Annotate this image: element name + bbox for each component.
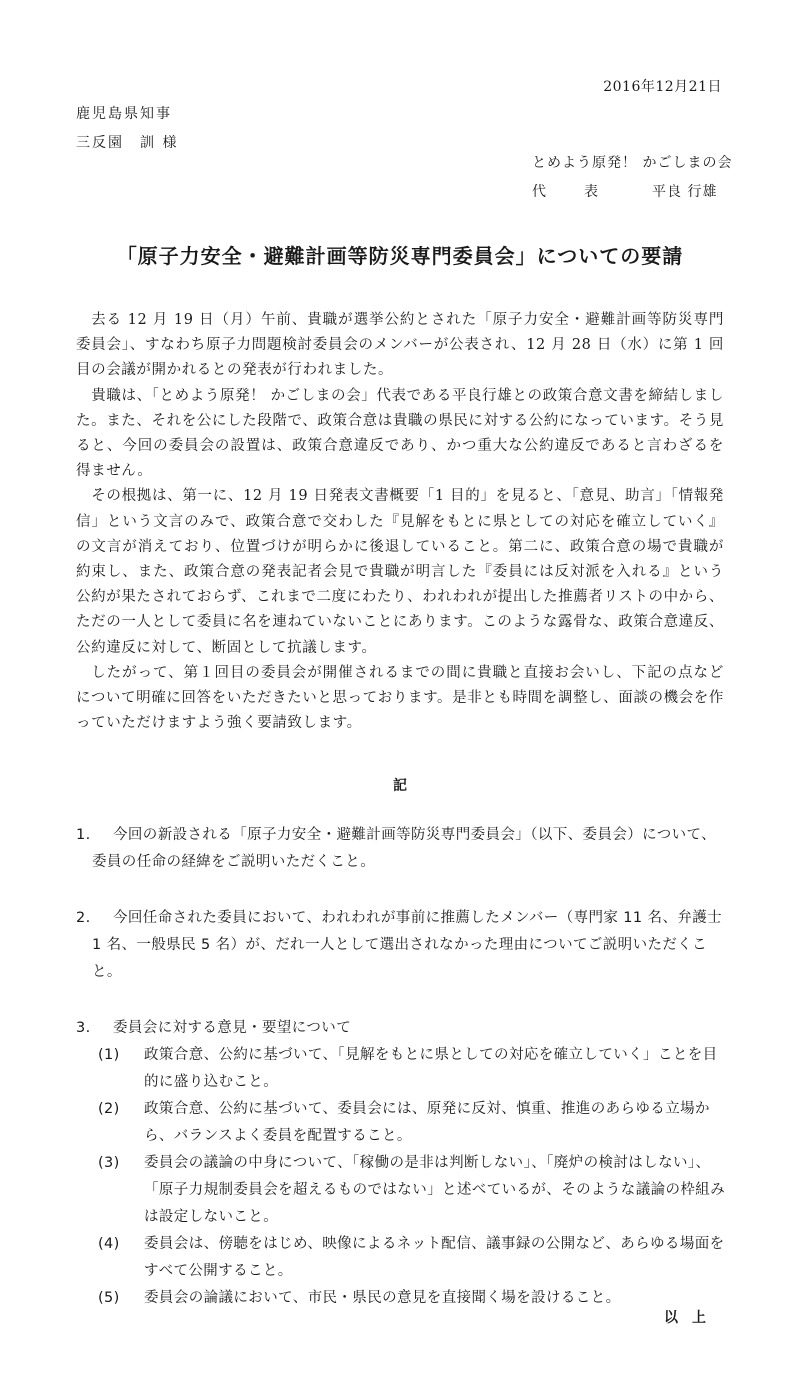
closing-ijou: 以上 bbox=[664, 1310, 720, 1326]
body-paragraph: 貴職は、「とめよう原発！ かごしまの会」代表である平良行雄との政策合意文書を締結しました。また、それを公にした段階で、政策合意は貴職の県民に対する公約になっています。そう見ると、今回の委員会の設置は、政策合意違反であり、かつ重大な公約違反であると言わざるを得ません。 bbox=[76, 387, 724, 480]
request-text: 委員会に対する意見・要望について bbox=[113, 1020, 352, 1036]
request-text-continued: 委員の任命の経緯をご説明いただくこと。 bbox=[92, 854, 376, 870]
request-subitem bbox=[98, 1231, 726, 1285]
sender-organization: とめよう原発！ かごしまの会 bbox=[532, 155, 733, 171]
subitem-number: (5) bbox=[98, 1290, 120, 1306]
document-body bbox=[76, 308, 724, 736]
subitem-number: (3) bbox=[98, 1155, 120, 1171]
request-item bbox=[76, 905, 726, 986]
body-paragraph: したがって、第１回目の委員会が開催されるまでの間に貴職と直接お会いし、下記の点などについて明確に回答をいただきたいと思っております。是非とも時間を調整し、面談の機会を作っていただけますよう強く要請致します。 bbox=[76, 664, 724, 732]
request-subitem bbox=[98, 1096, 726, 1150]
request-subitem bbox=[98, 1150, 726, 1231]
request-subitem bbox=[98, 1042, 726, 1096]
sender-name: 平良 行雄 bbox=[652, 184, 718, 200]
addressee-block bbox=[76, 100, 178, 158]
body-paragraph: その根拠は、第一に、12 月 19 日発表文書概要「1 目的」を見ると、「意見、助言」「情報発信」という文言のみで、政策合意で交わした『見解をもとに県としての対応を確立していく』の文言が消えており、位置づけが明らかに後退していること。第二に、政策合意の場で貴職が約束し、また、政策合意の発表記者会見で貴職が明言した『委員には反対派を入れる』という公約が果たされておらず、これまで二度にわたり、われわれが提出した推薦者リストの中から、ただの一人として委員に名を連ねていないことにあります。このような露骨な、政策合意違反、公約違反に対して、断固として抗議します。 bbox=[76, 488, 724, 656]
document-date: 2016年12月21日 bbox=[603, 79, 722, 95]
subitem-number: (2) bbox=[98, 1101, 120, 1117]
request-text-continued: 1 名、一般県民 5 名）が、だれ一人として選出されなかった理由についてご説明いただくこと。 bbox=[92, 937, 708, 980]
sender-block bbox=[532, 149, 732, 207]
addressee-title: 鹿児島県知事 bbox=[76, 106, 172, 122]
subitem-text: 委員会は、傍聴をはじめ、映像によるネット配信、議事録の公開など、あらゆる場面をすべて公開すること。 bbox=[144, 1236, 725, 1279]
request-item bbox=[76, 822, 726, 876]
request-subitem bbox=[98, 1285, 726, 1312]
subitem-text: 政策合意、公約に基づいて、委員会には、原発に反対、慎重、推進のあらゆる立場から、バランスよく委員を配置すること。 bbox=[144, 1101, 710, 1144]
subitem-text: 委員会の議論の中身について、「稼働の是非は判断しない」、「廃炉の検討はしない」、「原子力規制委員会を超えるものではない」と述べているが、そのような議論の枠組みは設定しないこと。 bbox=[144, 1155, 726, 1225]
ki-heading: 記 bbox=[393, 778, 407, 794]
request-number: 2. bbox=[76, 910, 91, 926]
request-text: 今回の新設される「原子力安全・避難計画等防災専門委員会」（以下、委員会）について、 bbox=[113, 827, 717, 843]
sender-role: 代 表 bbox=[532, 184, 610, 200]
addressee-name: 三反園 訓 様 bbox=[76, 135, 179, 151]
request-number: 1. bbox=[76, 827, 91, 843]
request-item bbox=[76, 1015, 726, 1312]
subitem-number: (4) bbox=[98, 1236, 120, 1252]
request-list bbox=[76, 822, 726, 1341]
request-text: 今回任命された委員において、われわれが事前に推薦したメンバー（専門家 11 名、弁護士 bbox=[113, 910, 723, 926]
subitem-number: (1) bbox=[98, 1047, 120, 1063]
document-title: 「原子力安全・避難計画等防災専門委員会」についての要請 bbox=[116, 244, 684, 268]
subitem-text: 政策合意、公約に基づいて、「見解をもとに県としての対応を確立していく」ことを目的に盛り込むこと。 bbox=[144, 1047, 718, 1090]
body-paragraph: 去る 12 月 19 日（月）午前、貴職が選挙公約とされた「原子力安全・避難計画等防災専門委員会」、すなわち原子力問題検討委員会のメンバーが公表され、12 月 28 日（水）に第 1 回目の会議が開かれるとの発表が行われました。 bbox=[76, 312, 724, 379]
request-number: 3. bbox=[76, 1020, 91, 1036]
subitem-text: 委員会の論議において、市民・県民の意見を直接聞く場を設けること。 bbox=[144, 1290, 621, 1306]
sender-representative bbox=[532, 178, 732, 207]
